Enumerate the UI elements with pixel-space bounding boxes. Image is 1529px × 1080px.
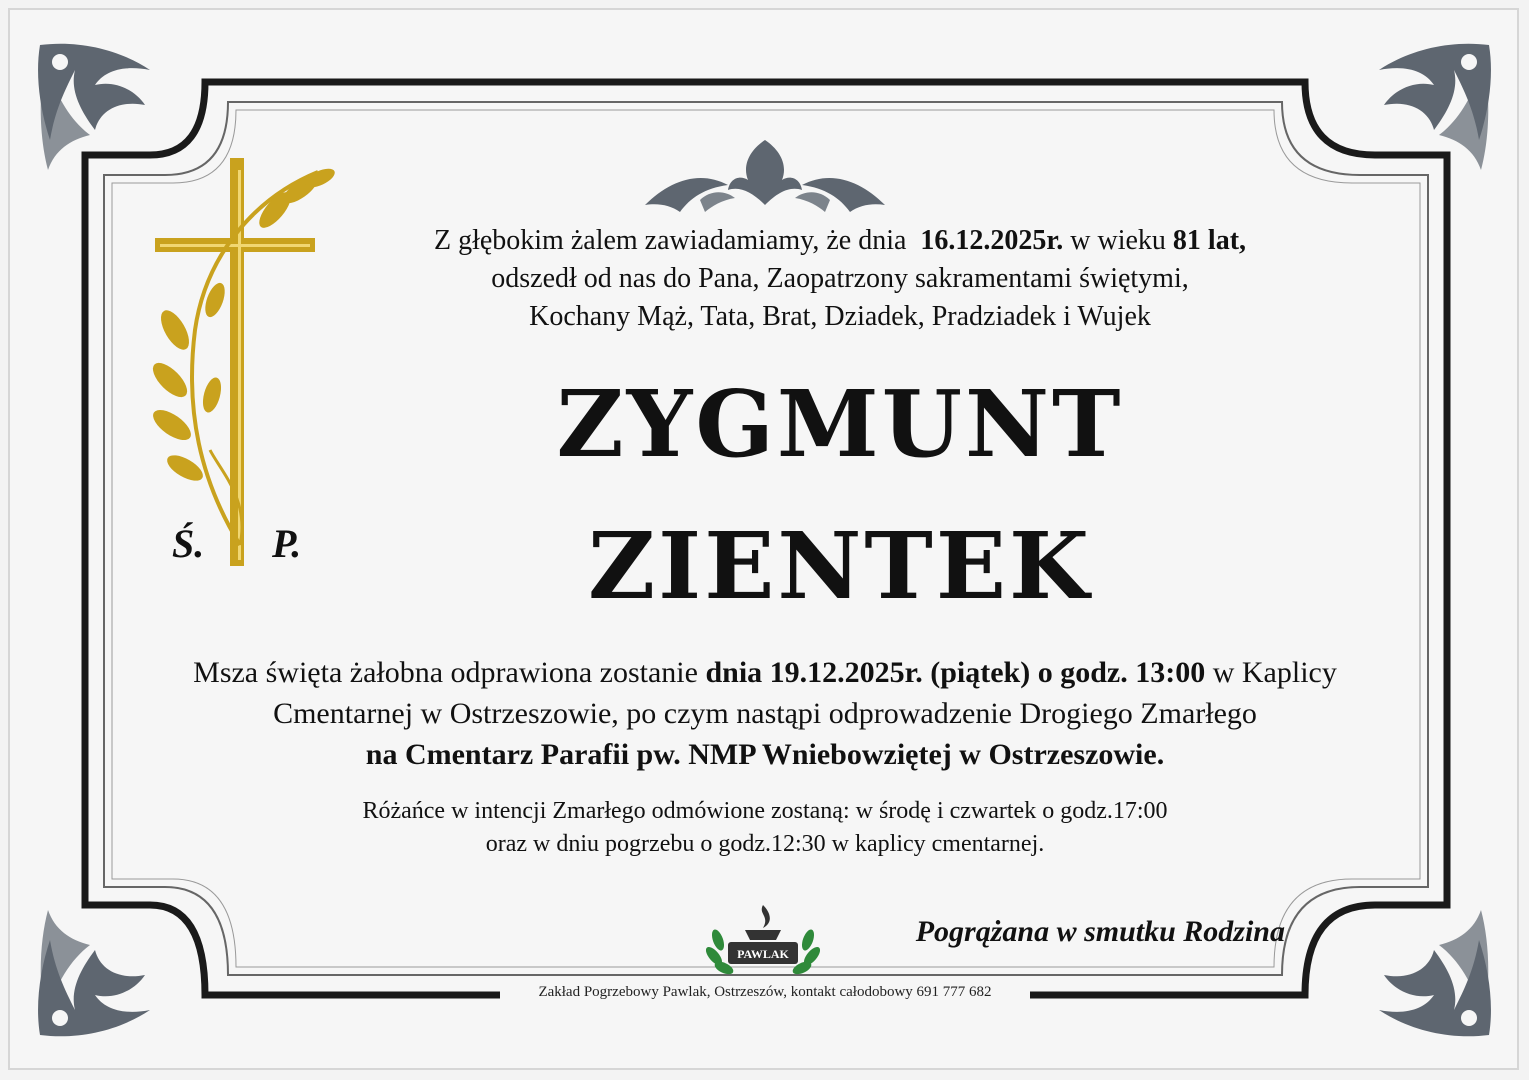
mass-line-3 <box>120 734 1410 775</box>
corner-ornament-bl <box>38 910 150 1036</box>
prefix-p: P. <box>272 521 302 566</box>
rosary-line-1: Różańce w intencji Zmarłego odmówione zostaną: w środę i czwartek o godz.17:00 <box>362 798 1168 824</box>
mass-line-2: Cmentarnej w Ostrzeszowie, po czym nastąpi odprowadzenie Drogiego Zmarłego <box>273 697 1257 730</box>
intro-line-1-mid: w wieku <box>1070 225 1166 256</box>
intro-line-2: odszedł od nas do Pana, Zaopatrzony sakramentami świętymi, <box>491 263 1189 294</box>
mass-date-time: dnia 19.12.2025r. (piątek) o godz. 13:00 <box>705 656 1206 689</box>
family-signature: Pogrążana w smutku Rodzina <box>915 915 1285 948</box>
footer-contact: Zakład Pogrzebowy Pawlak, Ostrzeszów, kontakt całodobowy 691 777 682 <box>500 984 1030 1001</box>
logo-text: PAWLAK <box>737 947 789 961</box>
mass-text <box>120 652 1410 775</box>
mass-line-1 <box>120 652 1410 693</box>
top-ornament <box>645 140 885 212</box>
rosary-line-2: oraz w dniu pogrzebu o godz.12:30 w kaplicy cmentarnej. <box>485 831 1045 857</box>
corner-ornament-tl <box>38 44 150 170</box>
cemetery-name: na Cmentarz Parafii pw. NMP Wniebowziętej w Ostrzeszowie. <box>365 738 1165 771</box>
first-name: ZYGMUNT <box>556 370 1124 478</box>
intro-line-1-start: Z głębokim żalem zawiadamiamy, że dnia <box>433 225 907 256</box>
last-name: ZIENTEK <box>588 512 1092 620</box>
intro-line-3: Kochany Mąż, Tata, Brat, Dziadek, Pradziadek i Wujek <box>529 301 1151 332</box>
date-of-death: 16.12.2025r. <box>920 225 1064 256</box>
prefix-s: Ś. <box>172 521 205 566</box>
intro-line-1 <box>300 222 1380 260</box>
corner-ornament-br <box>1379 910 1491 1036</box>
intro-text <box>300 222 1380 336</box>
age: 81 lat, <box>1172 225 1247 256</box>
mass-line-1-start: Msza święta żałobna odprawiona zostanie <box>193 656 698 689</box>
corner-ornament-tr <box>1379 44 1491 170</box>
gold-cross <box>147 158 337 566</box>
flame-icon <box>762 905 770 928</box>
rosary-text <box>200 795 1330 861</box>
pawlak-logo <box>700 900 830 980</box>
mass-line-1-end: w Kaplicy <box>1212 656 1337 689</box>
